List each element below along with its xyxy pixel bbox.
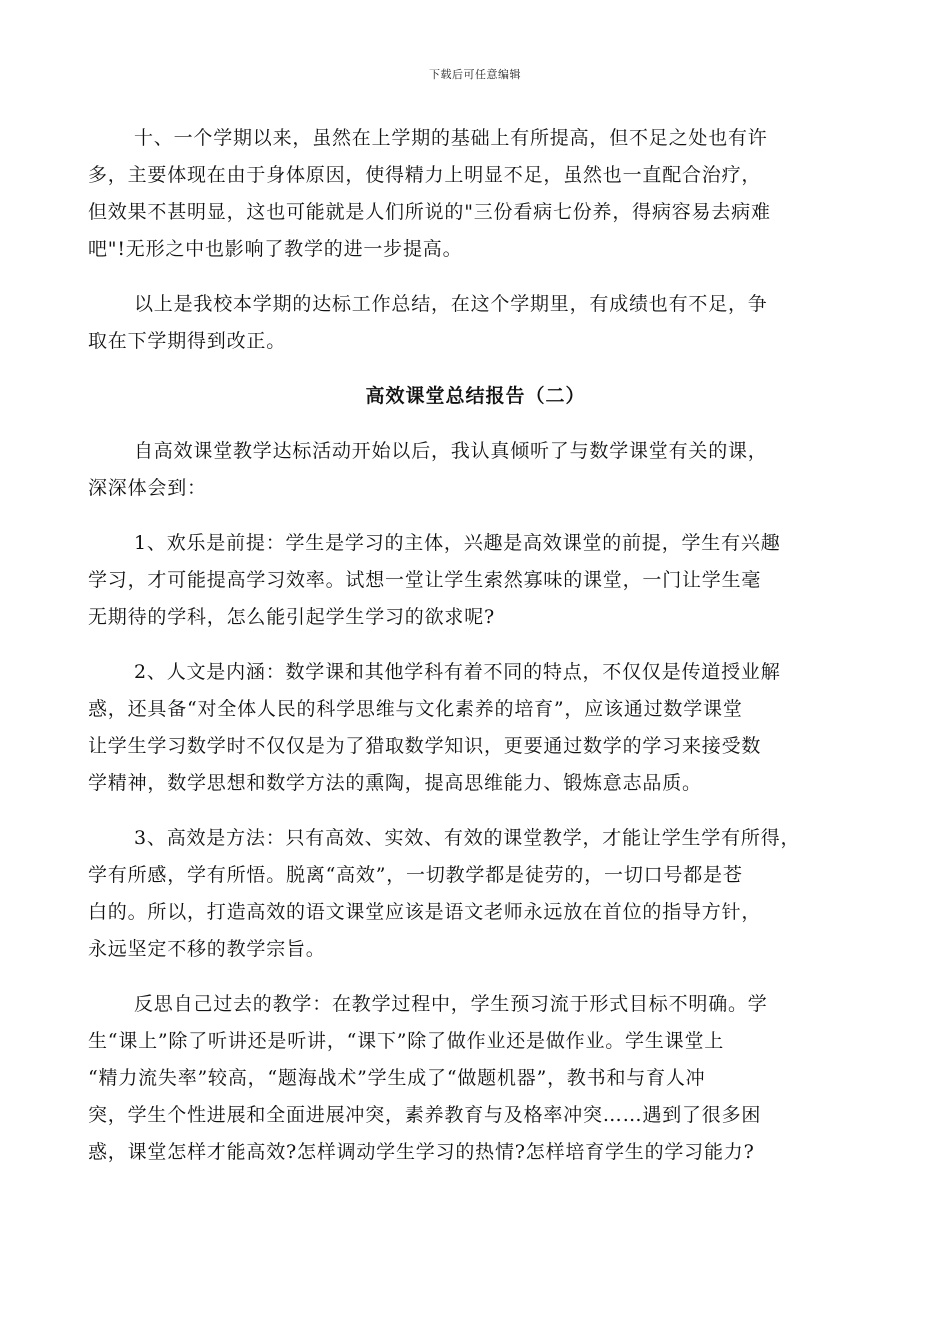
section-title: 高效课堂总结报告（二） xyxy=(365,385,586,407)
paragraph xyxy=(88,654,863,802)
paragraph xyxy=(88,820,863,968)
paragraph-line: 以上是我校本学期的达标工作总结，在这个学期里，有成绩也有不足，争 xyxy=(134,293,768,315)
paragraph-line: 1、欢乐是前提：学生是学习的主体，兴趣是高效课堂的前提，学生有兴趣 xyxy=(134,532,781,554)
paragraph-spacer xyxy=(88,268,863,286)
paragraph-line: 取在下学期得到改正。 xyxy=(88,330,287,352)
document-body xyxy=(88,120,863,1171)
paragraph xyxy=(88,120,863,268)
paragraph xyxy=(88,525,863,636)
paragraph xyxy=(88,286,863,360)
paragraph-line: 2、人文是内涵：数学课和其他学科有着不同的特点，不仅仅是传道授业解 xyxy=(134,661,781,683)
paragraph-line: 吧"!无形之中也影响了教学的进一步提高。 xyxy=(88,238,463,260)
paragraph-line: 惑，课堂怎样才能高效?怎样调动学生学习的热情?怎样培育学生的学习能力? xyxy=(88,1141,755,1163)
spacer xyxy=(88,360,863,378)
paragraph-spacer xyxy=(88,636,863,654)
paragraph-line: 十、一个学期以来，虽然在上学期的基础上有所提高，但不足之处也有许 xyxy=(134,127,768,149)
paragraph-line: 白的。所以，打造高效的语文课堂应该是语文老师永远放在首位的指导方针， xyxy=(88,901,762,923)
paragraph-line: “精力流失率”较高，“题海战术”学生成了“做题机器”，教书和与育人冲 xyxy=(88,1067,706,1089)
spacer xyxy=(88,415,863,433)
paragraph-line: 学有所感，学有所悟。脱离“高效”，一切教学都是徒劳的，一切口号都是苍 xyxy=(88,864,743,886)
paragraph xyxy=(88,986,863,1171)
page-header: 下载后可任意编辑 xyxy=(429,68,521,81)
paragraph-line: 深深体会到： xyxy=(88,477,207,499)
paragraph-line: 但效果不甚明显，这也可能就是人们所说的"三份看病七份养，得病容易去病难 xyxy=(88,201,771,223)
paragraph-line: 惑，还具备“对全体人民的科学思维与文化素养的培育”，应该通过数学课堂 xyxy=(88,698,743,720)
paragraph-line: 生“课上”除了听讲还是听讲，“课下”除了做作业还是做作业。学生课堂上 xyxy=(88,1030,725,1052)
paragraph-line: 突，学生个性进展和全面进展冲突，素养教育与及格率冲突……遇到了很多困 xyxy=(88,1104,762,1126)
paragraph-line: 永远坚定不移的教学宗旨。 xyxy=(88,938,326,960)
paragraph-line: 反思自己过去的教学：在教学过程中，学生预习流于形式目标不明确。学 xyxy=(134,993,768,1015)
paragraph-line: 多，主要体现在由于身体原因，使得精力上明显不足，虽然也一直配合治疗， xyxy=(88,164,762,186)
paragraph-line: 学习，才可能提高学习效率。试想一堂让学生索然寡味的课堂，一门让学生毫 xyxy=(88,569,762,591)
paragraph-line: 3、高效是方法：只有高效、实效、有效的课堂教学，才能让学生学有所得， xyxy=(134,827,801,849)
paragraph-spacer xyxy=(88,507,863,525)
paragraph-line: 自高效课堂教学达标活动开始以后，我认真倾听了与数学课堂有关的课， xyxy=(134,440,768,462)
paragraph-spacer xyxy=(88,802,863,820)
section-before-title xyxy=(88,120,863,360)
section-after-title xyxy=(88,433,863,1171)
paragraph-line: 学精神，数学思想和数学方法的熏陶，提高思维能力、锻炼意志品质。 xyxy=(88,772,702,794)
paragraph xyxy=(88,433,863,507)
paragraph-line: 无期待的学科，怎么能引起学生学习的欲求呢? xyxy=(88,606,495,628)
paragraph-spacer xyxy=(88,968,863,986)
paragraph-line: 让学生学习数学时不仅仅是为了猎取数学知识，更要通过数学的学习来接受数 xyxy=(88,735,762,757)
